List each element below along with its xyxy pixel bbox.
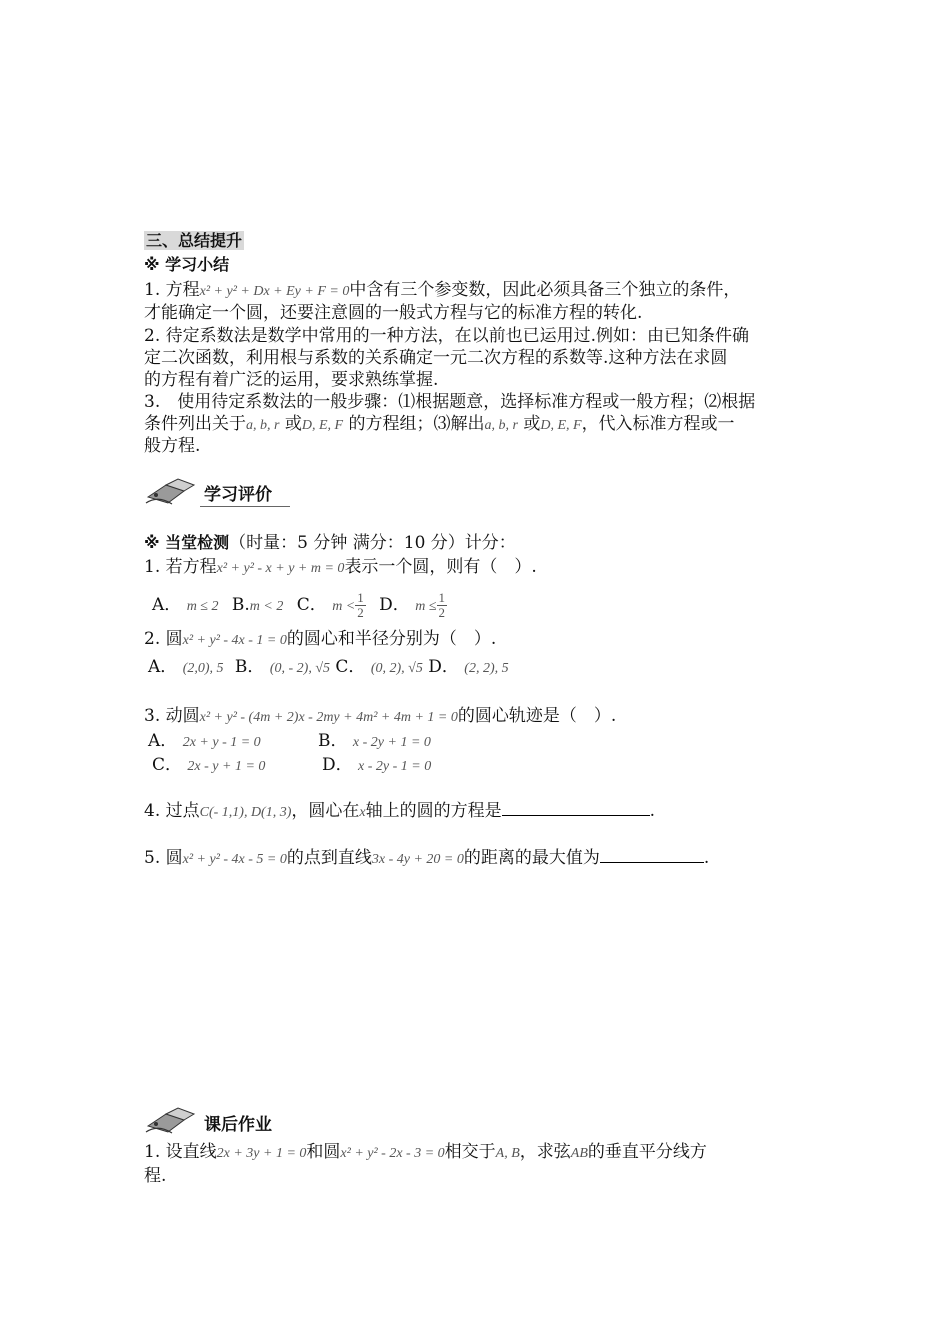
option-b-label: B． <box>234 657 265 677</box>
option-c-label: C． <box>296 595 327 615</box>
fraction: $\frac{1}{2}$ <box>357 590 364 620</box>
test-title-line: ※ 当堂检测（时量：5 分钟 满分：10 分）计分： <box>144 533 516 553</box>
math-expression: AB <box>570 1146 588 1161</box>
evaluation-heading: 学习评价 <box>204 485 272 505</box>
math-expression: 2x + 3y + 1 = 0 <box>216 1146 307 1161</box>
question-1-options <box>152 591 447 620</box>
option-a: (2,0), 5 <box>182 661 224 676</box>
math-expression: x² + y² - 4x - 5 = 0 <box>182 852 287 867</box>
question-2-options <box>148 656 509 680</box>
fraction: $\frac{1}{2}$ <box>438 590 445 620</box>
summary-paragraph-1: 1. 方程x² + y² + Dx + Ey + F = 0中含有三个参变数，因此必须具备三个独立的条件， <box>144 280 741 300</box>
option-d-label: D． <box>428 657 459 677</box>
homework-question-1-line-2: 程. <box>144 1166 167 1186</box>
answer-blank[interactable] <box>600 846 704 863</box>
math-expression: D, E, F <box>301 418 344 433</box>
option-d: m ≤ <box>415 599 437 614</box>
math-expression: a, b, r <box>246 418 280 433</box>
option-a-label: A． <box>148 657 178 677</box>
question-3-option-a: A． 2x + y - 1 = 0 <box>148 731 261 751</box>
summary-paragraph-3: 3. 使用待定系数法的一般步骤：⑴根据题意，选择标准方程或一般方程；⑵根据 <box>144 392 756 412</box>
question-3-option-d: D． x - 2y - 1 = 0 <box>322 755 432 775</box>
option-c: (0, 2), √5 <box>370 661 423 676</box>
question-4: 4. 过点C(- 1,1), D(1, 3)，圆心在x轴上的圆的方程是 . <box>144 801 656 821</box>
math-expression: a, b, r <box>484 418 518 433</box>
math-expression: A, B <box>495 1146 520 1161</box>
summary-paragraph-2-line-3: 的方程有着广泛的运用，要求熟练掌握. <box>144 370 439 390</box>
summary-paragraph-2: 2. 待定系数法是数学中常用的一种方法，在以前也已运用过.例如：由已知条件确 <box>144 326 750 346</box>
section-title: 三、总结提升 <box>146 231 243 250</box>
homework-question-1: 1. 设直线2x + 3y + 1 = 0和圆x² + y² - 2x - 3 = 0相交于A, B，求弦AB的垂直平分线方 <box>144 1142 707 1162</box>
math-expression: x² + y² - (4m + 2)x - 2my + 4m² + 4m + 1 = 0 <box>199 710 458 725</box>
question-1: 1. 若方程x² + y² - x + y + m = 0表示一个圆，则有（ ）. <box>144 557 537 577</box>
option-d: (2, 2), 5 <box>464 661 509 676</box>
homework-heading: 课后作业 <box>204 1115 272 1135</box>
option-a: m ≤ 2 <box>186 599 219 614</box>
math-expression: 3x - 4y + 20 = 0 <box>371 852 464 867</box>
option-b: m < 2 <box>249 599 284 614</box>
math-expression: x² + y² - x + y + m = 0 <box>216 561 345 576</box>
option-b: (0, - 2), √5 <box>269 661 330 676</box>
summary-paragraph-3-line-3: 般方程. <box>144 436 201 456</box>
math-expression: x² + y² + Dx + Ey + F = 0 <box>199 284 350 299</box>
summary-paragraph-2-line-2: 定二次函数，利用根与系数的关系确定一元二次方程的系数等.这种方法在求圆 <box>144 348 728 368</box>
option-b-label: B. <box>231 595 250 615</box>
summary-subtitle: ※ 学习小结 <box>144 255 230 274</box>
book-icon <box>144 475 200 507</box>
question-2: 2. 圆x² + y² - 4x - 1 = 0的圆心和半径分别为（ ）. <box>144 629 497 649</box>
heading-underline <box>200 504 290 507</box>
question-3-option-b: B． x - 2y + 1 = 0 <box>318 731 431 751</box>
answer-blank[interactable] <box>502 799 650 816</box>
option-c: m < <box>332 599 356 614</box>
math-expression: D, E, F <box>540 418 582 433</box>
question-3-option-c: C． 2x - y + 1 = 0 <box>152 755 266 775</box>
math-expression: x² + y² - 4x - 1 = 0 <box>182 633 287 648</box>
option-a-label: A． <box>152 595 182 615</box>
summary-paragraph-3-line-2: 条件列出关于a, b, r 或D, E, F 的方程组；⑶解出a, b, r 或D, E, F，代入标准方程或一 <box>144 414 735 434</box>
math-expression: C(- 1,1), D(1, 3) <box>199 805 292 820</box>
summary-paragraph-1-line-2: 才能确定一个圆，还要注意圆的一般式方程与它的标准方程的转化. <box>144 303 643 323</box>
math-expression: x² + y² - 2x - 3 = 0 <box>340 1146 445 1161</box>
question-5: 5. 圆x² + y² - 4x - 5 = 0的点到直线3x - 4y + 20 = 0的距离的最大值为 . <box>144 848 710 868</box>
option-d-label: D． <box>379 595 410 615</box>
book-icon <box>144 1104 200 1136</box>
option-c-label: C． <box>335 657 366 677</box>
question-3: 3. 动圆x² + y² - (4m + 2)x - 2my + 4m² + 4m + 1 = 0的圆心轨迹是（ ）. <box>144 706 617 726</box>
